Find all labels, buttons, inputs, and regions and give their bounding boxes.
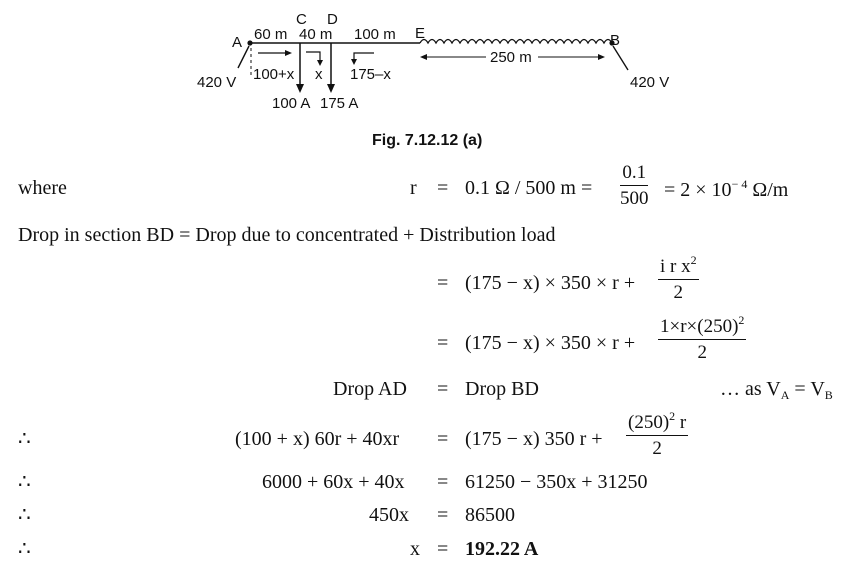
- load-d-label: 175 A: [320, 95, 359, 112]
- current-de-label: 175–x: [350, 66, 391, 83]
- equals-sign: =: [437, 504, 449, 526]
- distributor-diagram: [0, 0, 864, 130]
- dist-ac-label: 60 m: [254, 26, 288, 43]
- r-expression: 0.1 Ω / 500 m =: [465, 177, 593, 199]
- line4-fraction: [658, 314, 746, 363]
- dim-right-arrowhead: [598, 54, 605, 60]
- drop-bd-label: Drop BD: [465, 378, 539, 400]
- equal-voltage-note: [720, 379, 833, 401]
- voltage-b-label: 420 V: [630, 74, 670, 91]
- line4-expression: (175 − x) × 350 × r +: [465, 332, 636, 354]
- line6-rhs: (175 − x) 350 r +: [465, 428, 603, 450]
- note-sub-b: B: [824, 388, 833, 402]
- therefore-symbol: ∴: [18, 428, 31, 450]
- note-eq: = V: [789, 378, 825, 400]
- supply-b-arrow: [613, 46, 628, 70]
- r-fraction: [620, 163, 649, 209]
- node-c-label: C: [296, 11, 307, 28]
- line4-numerator: [658, 314, 746, 340]
- node-b-label: B: [610, 32, 621, 49]
- therefore-symbol: ∴: [18, 538, 31, 560]
- equals-sign: =: [437, 177, 449, 199]
- drop-ad-label: Drop AD: [333, 378, 407, 400]
- load-d-arrowhead: [327, 84, 335, 93]
- node-e-label: E: [415, 25, 426, 42]
- load-c-label: 100 A: [272, 95, 311, 112]
- line6-numerator-tail: r: [675, 412, 687, 433]
- current-cd-label: x: [315, 66, 323, 83]
- current-de-arrowhead: [351, 59, 357, 65]
- line3-expression: (175 − x) × 350 × r +: [465, 272, 636, 294]
- dist-cd-label: 40 m: [299, 26, 333, 43]
- node-a-label: A: [232, 34, 243, 51]
- line4-denominator: 2: [697, 341, 707, 363]
- line3-numerator-exponent: 2: [690, 253, 697, 267]
- line4-numerator-exponent: 2: [738, 313, 745, 327]
- equals-sign: =: [437, 378, 449, 400]
- line8-rhs: 86500: [465, 504, 515, 526]
- equals-sign: =: [437, 428, 449, 450]
- line6-numerator: [626, 410, 688, 436]
- r-fraction-denominator: 500: [620, 187, 649, 209]
- equals-sign: =: [437, 332, 449, 354]
- node-d-label: D: [327, 11, 338, 28]
- dist-de-label: 100 m: [354, 26, 396, 43]
- equals-sign: =: [437, 538, 449, 560]
- final-answer: 192.22 A: [465, 538, 539, 560]
- note-sub-a: A: [780, 388, 790, 402]
- line7-lhs: 6000 + 60x + 40x: [262, 471, 405, 493]
- line3-numerator: [658, 254, 699, 280]
- line6-fraction: [626, 410, 688, 459]
- node-a-dot: [247, 40, 252, 45]
- current-de-arrow: [354, 53, 374, 61]
- current-ac-arrowhead: [285, 50, 292, 56]
- line3-denominator: 2: [673, 281, 684, 303]
- line7-rhs: 61250 − 350x + 31250: [465, 471, 648, 493]
- line9-lhs: x: [410, 538, 420, 560]
- line6-lhs: (100 + x) 60r + 40xr: [235, 428, 400, 450]
- r-result-exponent: − 4: [731, 177, 748, 191]
- equals-sign: =: [437, 272, 449, 294]
- r-unit: Ω/m: [752, 179, 789, 201]
- line3-fraction: [658, 254, 699, 303]
- drop-bd-statement: Drop in section BD = Drop due to concentrated + Distribution load: [18, 224, 556, 246]
- line3-numerator-base: i r x: [660, 256, 691, 277]
- r-result: [664, 178, 788, 200]
- line4-numerator-base: 1×r×(250): [660, 316, 739, 337]
- equals-sign: =: [437, 471, 449, 493]
- figure-caption: Fig. 7.12.12 (a): [372, 132, 483, 149]
- r-fraction-numerator: 0.1: [620, 163, 648, 186]
- current-ac-label: 100+x: [253, 66, 295, 83]
- load-c-arrowhead: [296, 84, 304, 93]
- r-result-base: = 2 × 10: [664, 179, 732, 201]
- voltage-a-label: 420 V: [197, 74, 237, 91]
- where-label: where: [18, 177, 67, 199]
- line6-numerator-exponent: 2: [669, 409, 676, 423]
- dist-eb-label: 250 m: [490, 49, 532, 66]
- line8-lhs: 450x: [369, 504, 409, 526]
- therefore-symbol: ∴: [18, 504, 31, 526]
- circuit-figure: [0, 0, 864, 130]
- note-prefix: … as V: [720, 378, 781, 400]
- r-lhs: r: [410, 177, 417, 199]
- distributed-load-coil: [420, 40, 612, 44]
- therefore-symbol: ∴: [18, 471, 31, 493]
- dim-left-arrowhead: [420, 54, 427, 60]
- line6-numerator-base: (250): [628, 412, 670, 433]
- line6-denominator: 2: [652, 437, 662, 459]
